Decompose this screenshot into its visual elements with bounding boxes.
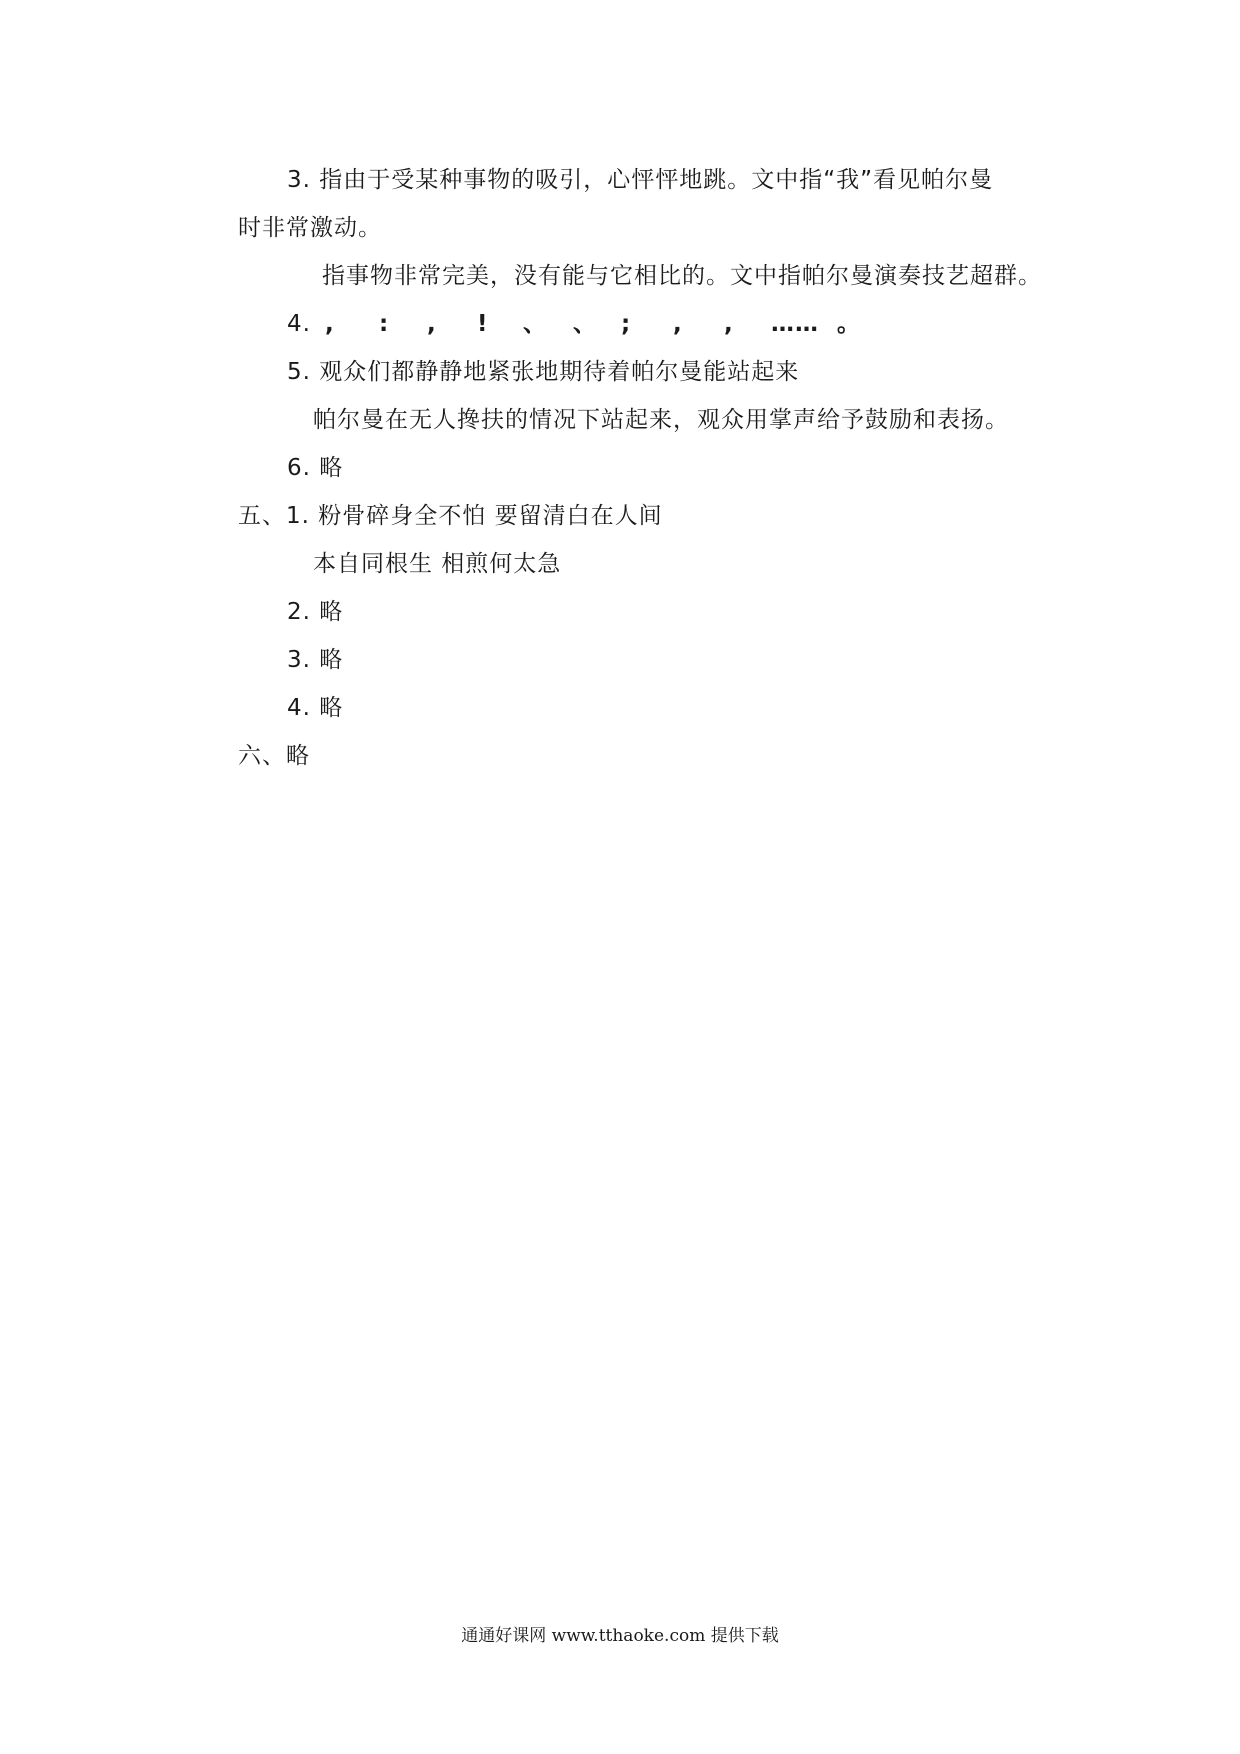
section-5-item-3: 3. 略 <box>287 647 344 673</box>
punctuation-mark: : <box>379 311 390 337</box>
answer-3-line-2: 时非常激动。 <box>238 215 382 241</box>
footer-credit: 通通好课网 www.tthaoke.com 提供下载 <box>461 1626 779 1646</box>
punctuation-mark: , <box>724 311 734 337</box>
punctuation-mark: 。 <box>837 311 861 337</box>
section-5-item-2: 2. 略 <box>287 599 344 625</box>
answer-3-line-3: 指事物非常完美，没有能与它相比的。文中指帕尔曼演奏技艺超群。 <box>322 263 1042 289</box>
punctuation-mark: …… <box>771 311 819 337</box>
section-5-item-1-line-2: 本自同根生 相煎何太急 <box>313 551 562 577</box>
answer-3-line-1: 3. 指由于受某种事物的吸引，心怦怦地跳。文中指“我”看见帕尔曼 <box>287 167 994 193</box>
punctuation-mark: , <box>427 311 437 337</box>
answer-5-line-1: 5. 观众们都静静地紧张地期待着帕尔曼能站起来 <box>287 359 800 385</box>
punctuation-mark: , <box>673 311 683 337</box>
answer-4-label: 4. <box>287 311 311 337</box>
section-6: 六、略 <box>238 743 310 769</box>
punctuation-mark: 、 <box>573 311 597 337</box>
section-5-item-4: 4. 略 <box>287 695 344 721</box>
punctuation-mark: , <box>325 311 335 337</box>
answer-5-line-2: 帕尔曼在无人搀扶的情况下站起来，观众用掌声给予鼓励和表扬。 <box>313 407 1009 433</box>
section-5-item-1-line-1: 五、1. 粉骨碎身全不怕 要留清白在人间 <box>238 503 663 529</box>
punctuation-mark: ! <box>477 311 489 337</box>
punctuation-mark: 、 <box>523 311 547 337</box>
punctuation-mark: ; <box>621 311 632 337</box>
answer-6: 6. 略 <box>287 455 344 481</box>
answer-4-punctuation-row <box>287 308 887 340</box>
